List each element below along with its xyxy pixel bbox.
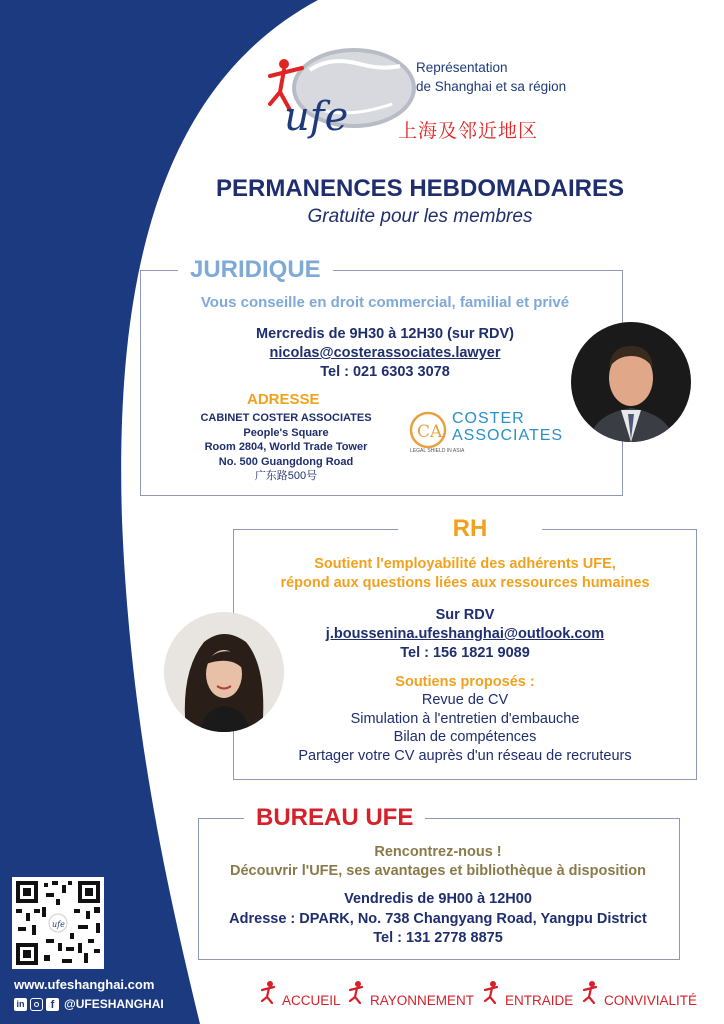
rh-tagline-line: répond aux questions liées aux ressources humaines	[280, 575, 650, 591]
address-line: 广东路500号	[254, 470, 318, 482]
rh-email-link[interactable]: j.boussenina.ufeshanghai@outlook.com	[325, 626, 605, 642]
page-title: PERMANENCES HEBDOMADAIRES	[215, 175, 625, 202]
social-links	[14, 997, 164, 1011]
qr-code-icon	[12, 877, 104, 969]
motto-bar	[260, 980, 720, 1010]
motto-word: ENTRAIDE	[505, 993, 574, 1008]
rh-tagline	[240, 555, 690, 593]
runner-icon	[582, 980, 598, 1004]
juridique-heading: JURIDIQUE	[178, 256, 333, 284]
bureau-address: Adresse : DPARK, No. 738 Changyang Road, Yangpu District	[229, 910, 647, 927]
coster-mark-icon	[408, 410, 448, 450]
juridique-address-label: ADRESSE	[247, 391, 320, 408]
juridique-email-link[interactable]: nicolas@costerassociates.lawyer	[269, 345, 501, 361]
runner-icon	[260, 980, 276, 1004]
page-subtitle: Gratuite pour les membres	[307, 206, 533, 227]
runner-icon	[348, 980, 364, 1004]
juridique-advisor-photo	[571, 322, 691, 442]
logo-wordmark: ufe	[284, 94, 349, 140]
rh-tagline-line: Soutient l'employabilité des adhérents UFE,	[314, 556, 616, 572]
coster-line-1: COSTER	[452, 410, 525, 427]
list-item: Revue de CV	[421, 692, 509, 708]
rep-line-1: Représentation	[416, 60, 508, 75]
motto-word: ACCUEIL	[282, 993, 341, 1008]
svg-text:CA: CA	[417, 422, 443, 442]
list-item: Simulation à l'entretien d'embauche	[350, 710, 580, 727]
coster-associates-logo	[408, 408, 578, 458]
runner-icon	[483, 980, 499, 1004]
bureau-schedule: Vendredis de 9H00 à 12H00	[344, 891, 532, 907]
chinese-region-name: 上海及邻近地区	[398, 120, 539, 142]
rh-phone: Tel : 156 1821 9089	[400, 645, 530, 661]
representation-text	[416, 58, 566, 96]
rh-supports-label: Soutiens proposés :	[395, 674, 535, 690]
bureau-tagline-line: Rencontrez-nous !	[374, 844, 502, 860]
coster-tagline: LEGAL SHIELD IN ASIA	[410, 448, 465, 454]
address-line: People's Square	[243, 426, 329, 439]
bureau-phone: Tel : 131 2778 8875	[373, 930, 503, 946]
address-line: Room 2804, World Trade Tower	[204, 441, 368, 453]
linkedin-icon[interactable]: in	[14, 998, 27, 1011]
juridique-schedule: Mercredis de 9H30 à 12H30 (sur RDV)	[256, 326, 514, 342]
motto-word: RAYONNEMENT	[370, 993, 475, 1008]
facebook-icon[interactable]: f	[46, 998, 59, 1011]
list-item: Partager votre CV auprès d'un réseau de recruteurs	[298, 747, 632, 764]
social-handle: @UFESHANGHAI	[64, 997, 164, 1011]
juridique-tagline: Vous conseille en droit commercial, familial et privé	[200, 294, 570, 311]
bureau-heading: BUREAU UFE	[244, 804, 425, 832]
instagram-icon[interactable]	[30, 998, 43, 1011]
website-link[interactable]: www.ufeshanghai.com	[14, 977, 155, 992]
list-item: Bilan de compétences	[393, 729, 537, 745]
qr-code[interactable]	[12, 877, 104, 969]
juridique-address	[186, 411, 386, 484]
rh-schedule: Sur RDV	[435, 607, 495, 623]
bureau-tagline-line: Découvrir l'UFE, ses avantages et bibliothèque à disposition	[230, 863, 646, 879]
bureau-tagline	[205, 843, 671, 881]
rh-supports-list	[240, 691, 690, 765]
rh-advisor-photo	[164, 612, 284, 732]
coster-line-2: ASSOCIATES	[452, 427, 564, 444]
motto-word: CONVIVIALITÉ	[604, 993, 698, 1008]
juridique-phone: Tel : 021 6303 3078	[320, 364, 450, 380]
address-line: CABINET COSTER ASSOCIATES	[200, 412, 372, 424]
svg-text:ufe: ufe	[52, 920, 65, 929]
rep-line-2: de Shanghai et sa région	[416, 79, 567, 94]
rh-heading: RH	[398, 515, 542, 543]
address-line: No. 500 Guangdong Road	[218, 455, 354, 468]
